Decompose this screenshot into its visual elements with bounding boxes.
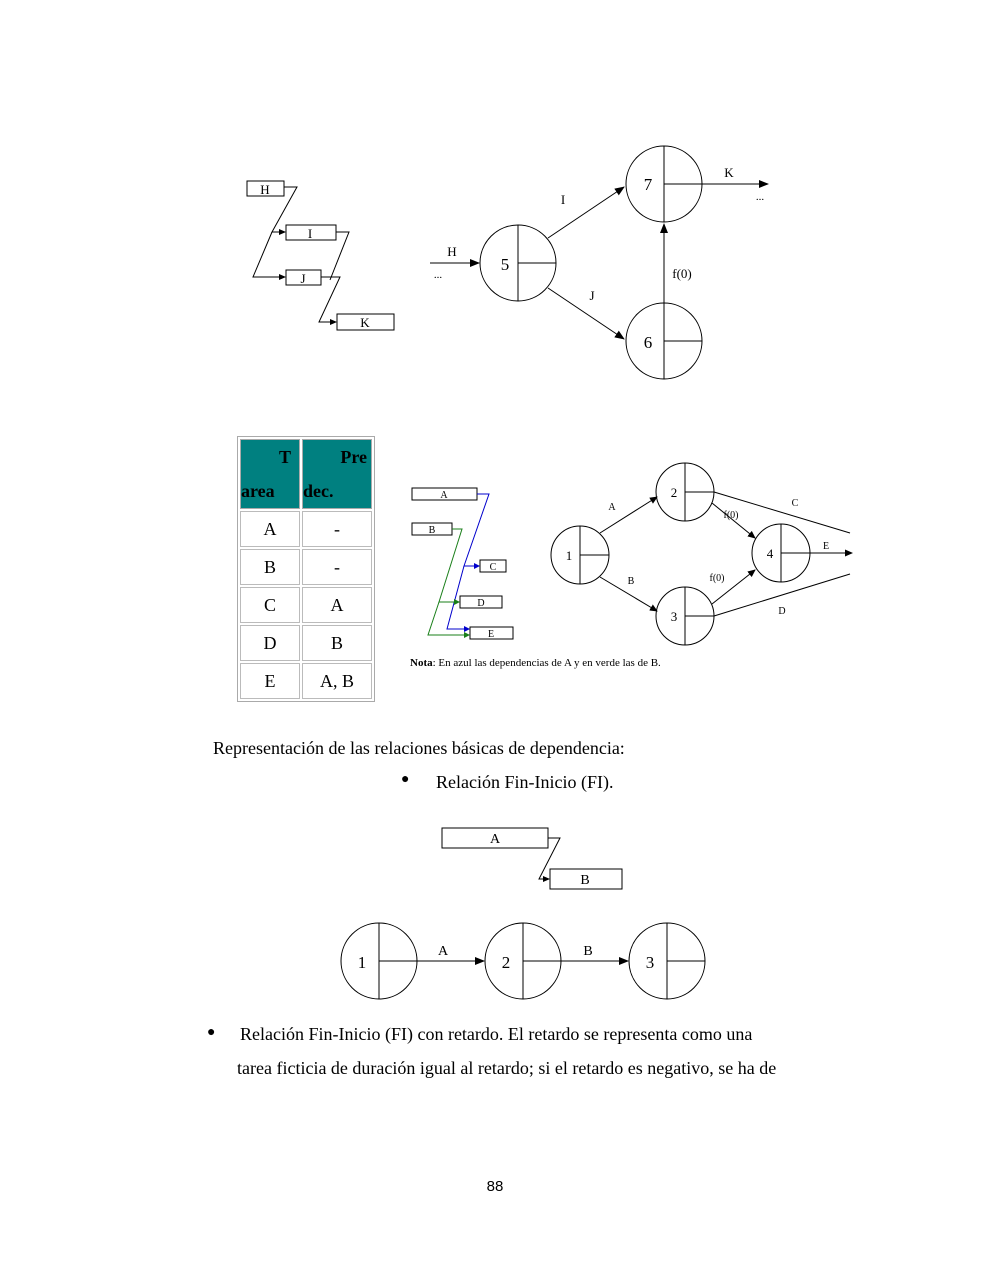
header-tarea-top: T xyxy=(278,447,291,467)
node-3-fi xyxy=(629,923,705,999)
box-k-label: K xyxy=(360,315,370,330)
node-1-label: 1 xyxy=(565,548,573,563)
arrow-a-fi-label: A xyxy=(437,944,449,959)
cell-pred: A xyxy=(302,587,372,623)
bullet-dot-1: ● xyxy=(401,772,410,787)
box-d2-label: D xyxy=(477,598,485,609)
box-a3-label: A xyxy=(489,832,501,847)
box-c2-label: C xyxy=(489,562,497,573)
bullet-2-line-2: tarea ficticia de duración igual al retardo; si el retardo es negativo, se ha de xyxy=(237,1058,777,1078)
arrow-h-dots: ... xyxy=(433,269,443,281)
cell-tarea: B xyxy=(240,549,300,585)
edge-d-label: D xyxy=(778,606,786,617)
cell-tarea: A xyxy=(240,511,300,547)
arrow-h-label: H xyxy=(447,244,457,259)
edge-e-label: E xyxy=(822,541,830,552)
box-b3-label: B xyxy=(580,873,590,888)
header-predec-top: Pre xyxy=(340,447,367,467)
bullet-1-text: Relación Fin-Inicio (FI). xyxy=(436,772,614,792)
arrow-k-label: K xyxy=(724,165,734,180)
box-h-label: H xyxy=(260,182,270,197)
arrow-i-label: I xyxy=(560,192,566,207)
node-5-label: 5 xyxy=(500,255,510,274)
box-j-label: J xyxy=(300,271,306,286)
node-4-label: 4 xyxy=(766,546,774,561)
section-heading: Representación de las relaciones básicas de dependencia: xyxy=(213,738,625,758)
node-7-label: 7 xyxy=(643,175,653,194)
edge-b-label: B xyxy=(627,576,635,587)
cell-pred: - xyxy=(302,549,372,585)
note-text: : En azul las dependencias de A y en verde las de B. xyxy=(432,657,661,669)
box-e2-label: E xyxy=(487,629,495,640)
node-2-label: 2 xyxy=(670,485,678,500)
cell-tarea: D xyxy=(240,625,300,661)
cell-pred: B xyxy=(302,625,372,661)
edge-f2-label: f(0) xyxy=(709,573,725,584)
node-6-label: 6 xyxy=(643,333,653,352)
arrow-k-dots: ... xyxy=(755,191,765,203)
node-2-fi-label: 2 xyxy=(501,953,511,972)
box-i-label: I xyxy=(307,226,313,241)
node-1-fi xyxy=(341,923,417,999)
header-tarea-bottom: area xyxy=(241,481,275,501)
page-number: 88 xyxy=(486,1178,504,1195)
node-3-label: 3 xyxy=(670,609,678,624)
arrow-b-fi-label: B xyxy=(583,944,593,959)
arrow-f0-label: f(0) xyxy=(672,266,692,281)
cell-tarea: C xyxy=(240,587,300,623)
cell-pred: A, B xyxy=(302,663,372,699)
node-3-fi-label: 3 xyxy=(645,953,655,972)
edge-a-label: A xyxy=(608,502,616,513)
cell-tarea: E xyxy=(240,663,300,699)
node-2-fi xyxy=(485,923,561,999)
note-bold: Nota xyxy=(410,657,433,669)
box-b2-label: B xyxy=(428,525,436,536)
bullet-dot-2: ● xyxy=(207,1025,216,1040)
bullet-2-line-1: Relación Fin-Inicio (FI) con retardo. El retardo se representa como una xyxy=(240,1024,753,1044)
header-predec-bottom: dec. xyxy=(303,481,334,501)
cell-pred: - xyxy=(302,511,372,547)
node-1-fi-label: 1 xyxy=(357,953,367,972)
edge-f1-label: f(0) xyxy=(723,510,739,521)
edge-c-label: C xyxy=(791,498,799,509)
arrow-j-label: J xyxy=(589,288,595,303)
box-a2-label: A xyxy=(440,490,448,501)
